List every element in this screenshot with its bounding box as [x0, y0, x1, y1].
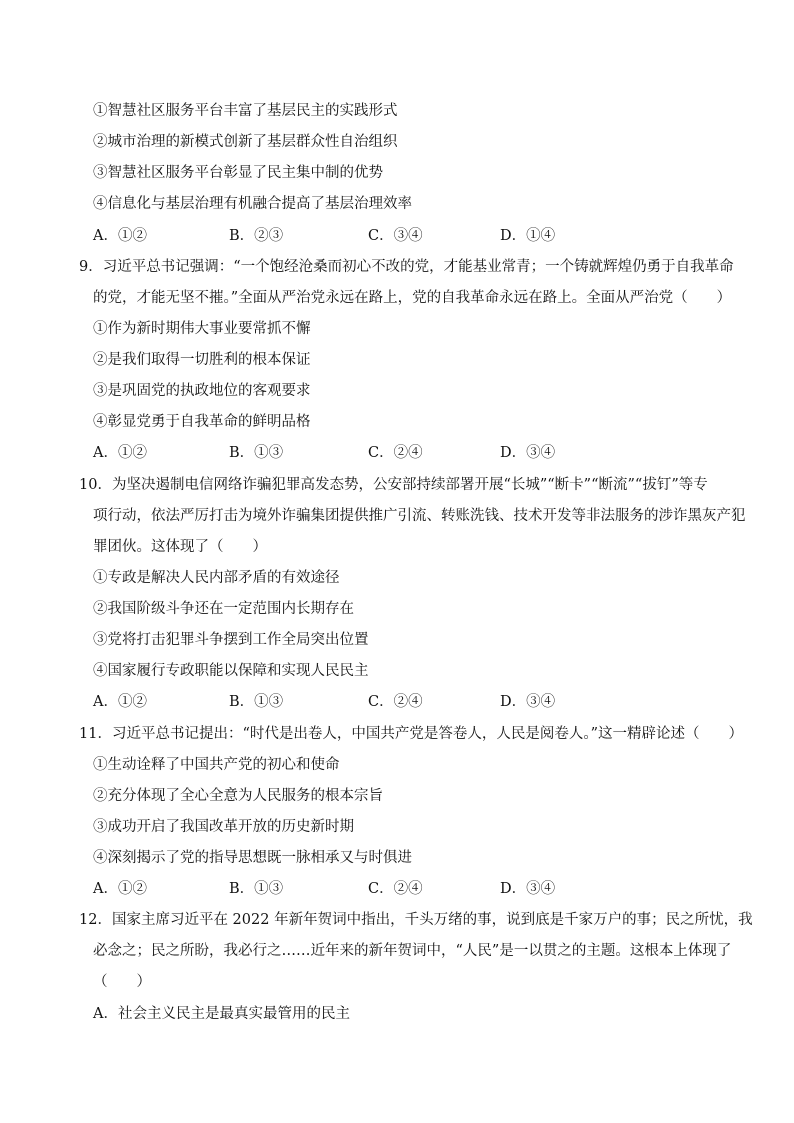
- q10-choice-a: A．①②: [93, 694, 147, 710]
- q11-stem-line-1: 11．习近平总书记提出：“时代是出卷人，中国共产党是答卷人，人民是阅卷人。”这一精辟论述（ ）: [79, 726, 744, 742]
- q12-option-a: A．社会主义民主是最真实最管用的民主: [93, 1006, 350, 1022]
- q10-choice-b: B．①③: [229, 694, 284, 710]
- q8-choice-a: A．①②: [93, 228, 147, 244]
- q11-option-4: ④深刻揭示了党的指导思想既一脉相承又与时俱进: [93, 850, 412, 866]
- q10-option-1: ①专政是解决人民内部矛盾的有效途径: [93, 570, 340, 586]
- q9-choice-b: B．①③: [229, 445, 284, 461]
- q10-option-2: ②我国阶级斗争还在一定范围内长期存在: [93, 601, 354, 617]
- q8-choice-b: B．②③: [229, 228, 284, 244]
- q11-choice-b: B．①③: [229, 881, 284, 897]
- q9-option-3: ③是巩固党的执政地位的客观要求: [93, 383, 311, 399]
- q11-option-3: ③成功开启了我国改革开放的历史新时期: [93, 819, 354, 835]
- q10-choice-d: D．③④: [500, 694, 556, 710]
- q10-option-4: ④国家履行专政职能以保障和实现人民民主: [93, 663, 369, 679]
- q12-stem-line-1: 12．国家主席习近平在 2022 年新年贺词中指出，千头万绪的事，说到底是千家万户的事；民之所忧，我: [79, 912, 753, 928]
- q11-option-1: ①生动诠释了中国共产党的初心和使命: [93, 757, 340, 773]
- q10-option-3: ③党将打击犯罪斗争摆到工作全局突出位置: [93, 632, 369, 648]
- q12-stem-line-2: 必念之；民之所盼，我必行之……近年来的新年贺词中，“人民”是一以贯之的主题。这根本上体现了: [93, 943, 732, 959]
- q9-option-1: ①作为新时期伟大事业要常抓不懈: [93, 321, 311, 337]
- q8-option-2: ②城市治理的新模式创新了基层群众性自治组织: [93, 134, 398, 150]
- q11-option-2: ②充分体现了全心全意为人民服务的根本宗旨: [93, 788, 383, 804]
- q11-choices: [93, 879, 713, 899]
- q8-choice-d: D．①④: [500, 228, 556, 244]
- q9-stem-line-2: 的党，才能无坚不摧。”全面从严治党永远在路上，党的自我革命永远在路上。全面从严治党（ ）: [93, 290, 732, 306]
- q10-stem-line-3: 罪团伙。这体现了（ ）: [93, 539, 267, 555]
- q11-choice-d: D．③④: [500, 881, 556, 897]
- q12-stem-line-3: （ ）: [93, 974, 151, 990]
- q9-option-4: ④彰显党勇于自我革命的鲜明品格: [93, 414, 311, 430]
- q8-option-1: ①智慧社区服务平台丰富了基层民主的实践形式: [93, 103, 398, 119]
- q9-choice-d: D．③④: [500, 445, 556, 461]
- q10-stem-line-2: 项行动，依法严厉打击为境外诈骗集团提供推广引流、转账洗钱、技术开发等非法服务的涉诈黑灰产犯: [93, 508, 746, 524]
- q9-choices: [93, 443, 713, 463]
- q11-choice-c: C．②④: [368, 881, 423, 897]
- q11-choice-a: A．①②: [93, 881, 147, 897]
- q10-choices: [93, 692, 713, 712]
- q8-option-4: ④信息化与基层治理有机融合提高了基层治理效率: [93, 196, 412, 212]
- q8-option-3: ③智慧社区服务平台彰显了民主集中制的优势: [93, 165, 383, 181]
- q9-choice-a: A．①②: [93, 445, 147, 461]
- q8-choice-c: C．③④: [368, 228, 423, 244]
- q9-choice-c: C．②④: [368, 445, 423, 461]
- q9-option-2: ②是我们取得一切胜利的根本保证: [93, 352, 311, 368]
- q10-choice-c: C．②④: [368, 694, 423, 710]
- q10-stem-line-1: 10．为坚决遏制电信网络诈骗犯罪高发态势，公安部持续部署开展“长城”“断卡”“断流”“拔钉”等专: [79, 477, 708, 493]
- q8-choices: [93, 226, 713, 246]
- q9-stem-line-1: 9．习近平总书记强调：“一个饱经沧桑而初心不改的党，才能基业常青；一个铸就辉煌仍勇于自我革命: [79, 259, 734, 275]
